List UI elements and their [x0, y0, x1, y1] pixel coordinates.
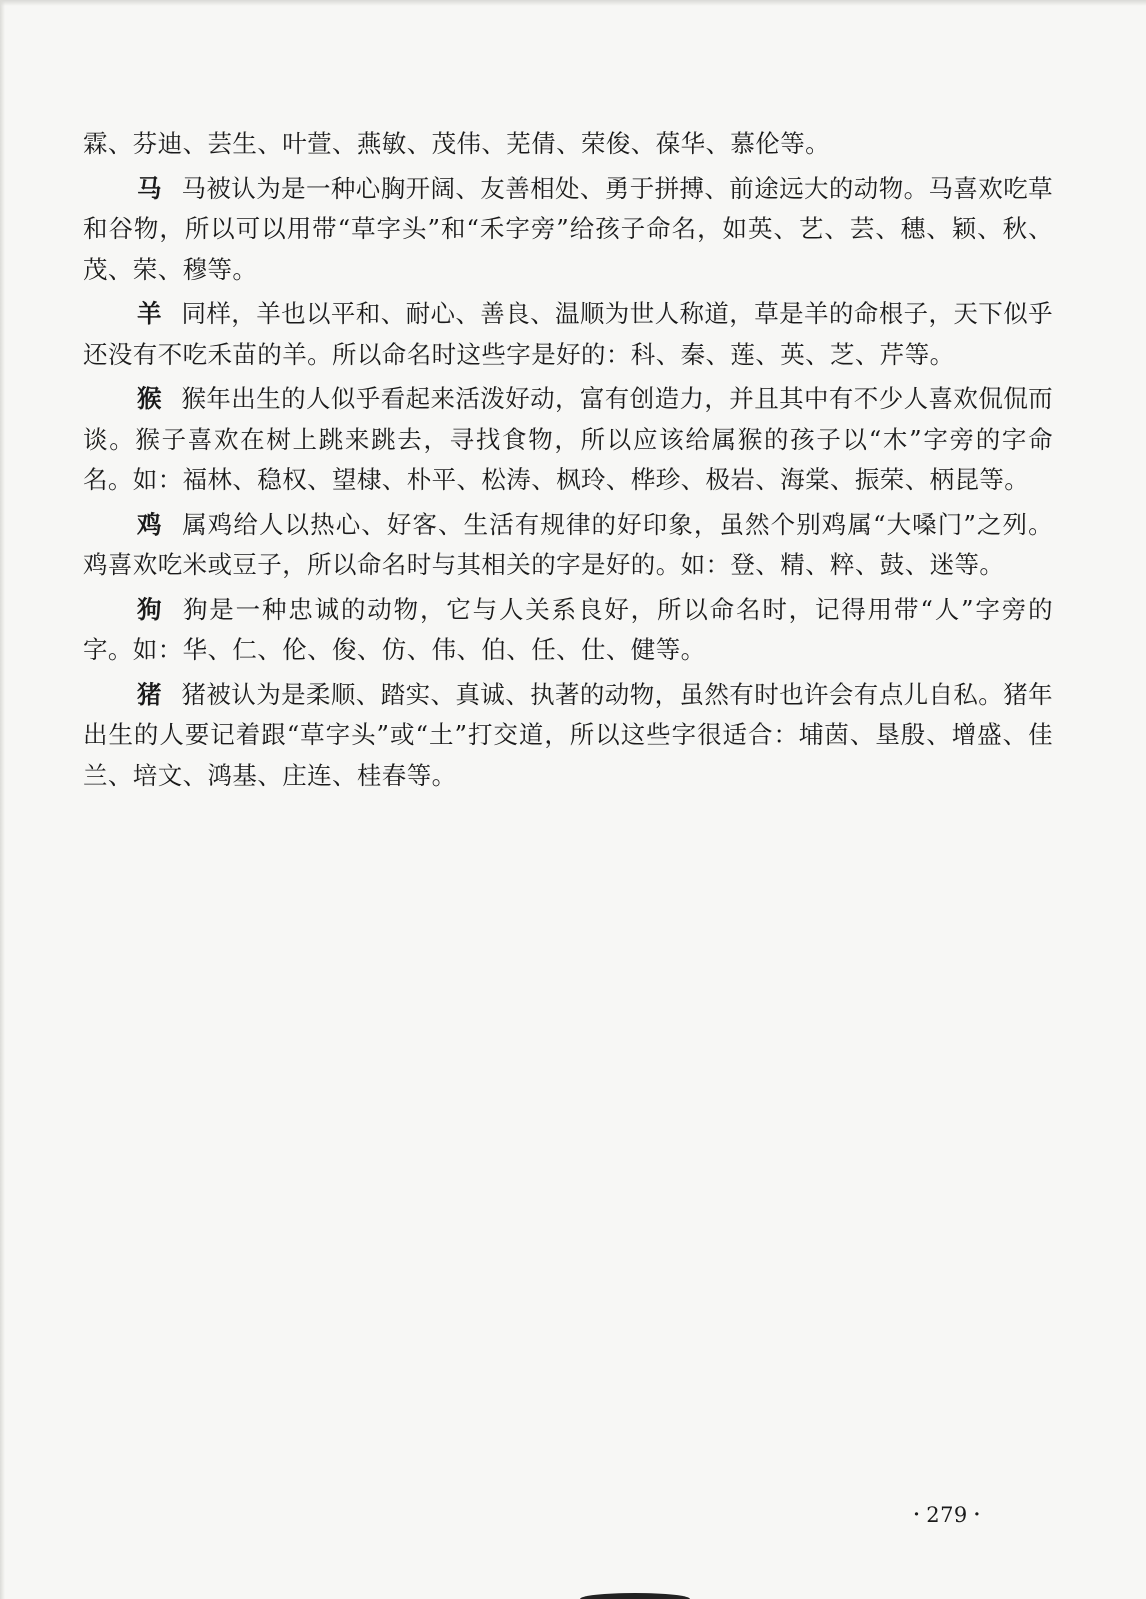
entry-text: 属鸡给人以热心、好客、生活有规律的好印象，虽然个别鸡属“大嗓门”之列。鸡喜欢吃米或豆子，所以命名时与其相关的字是好的。如：登、精、粹、鼓、迷等。: [83, 509, 1054, 579]
scan-edge-bottom: [580, 1593, 690, 1599]
entry-heading: 羊: [137, 299, 162, 328]
entry-monkey: [83, 379, 1053, 501]
entry-heading: 鸡: [137, 509, 163, 539]
page-number-dot-right: ·: [973, 1504, 981, 1525]
entry-rooster: [83, 505, 1053, 586]
entry-heading: 马: [137, 173, 162, 203]
entry-horse: [83, 169, 1053, 291]
entry-dog: [83, 590, 1053, 671]
page-number: [905, 1503, 989, 1527]
entry-text: 猪被认为是柔顺、踏实、真诚、执著的动物，虽然有时也许会有点儿自私。猪年出生的人要记着跟“草字头”或“土”打交道，所以这些字很适合：埔茵、垦殷、增盛、佳兰、培文、鸿基、庄连、桂春等。: [83, 679, 1053, 790]
entry-text: 狗是一种忠诚的动物，它与人关系良好，所以命名时，记得用带“人”字旁的字。如：华、仁、伦、俊、仿、伟、伯、任、仕、健等。: [83, 594, 1053, 664]
intro-line: 霖、芬迪、芸生、叶萱、燕敏、茂伟、芜倩、荣俊、葆华、慕伦等。: [83, 129, 830, 158]
entry-heading: 猴: [137, 384, 162, 413]
entry-pig: [83, 675, 1053, 797]
scan-edge-left: [0, 0, 5, 1599]
page-body: [83, 124, 1053, 796]
entry-heading: 猪: [137, 679, 162, 709]
entry-heading: 狗: [137, 594, 163, 624]
page-number-value: 279: [926, 1503, 968, 1527]
entry-sheep: [83, 294, 1053, 375]
page-number-dot-left: ·: [913, 1504, 921, 1525]
entry-text: 马被认为是一种心胸开阔、友善相处、勇于拼搏、前途远大的动物。马喜欢吃草和谷物，所以可以用带“草字头”和“禾字旁”给孩子命名，如英、艺、芸、穗、颖、秋、茂、荣、穆等。: [83, 173, 1053, 284]
scan-edge-top: [0, 0, 1146, 6]
entry-text: 同样，羊也以平和、耐心、善良、温顺为世人称道，草是羊的命根子，天下似乎还没有不吃禾苗的羊。所以命名时这些字是好的：科、秦、莲、英、芝、芹等。: [83, 299, 1053, 369]
entry-text: 猴年出生的人似乎看起来活泼好动，富有创造力，并且其中有不少人喜欢侃侃而谈。猴子喜欢在树上跳来跳去，寻找食物，所以应该给属猴的孩子以“木”字旁的字命名。如：福林、稳权、望棣、朴平、松涛、枫玲、桦珍、极岩、海棠、振荣、柄昆等。: [83, 384, 1053, 494]
